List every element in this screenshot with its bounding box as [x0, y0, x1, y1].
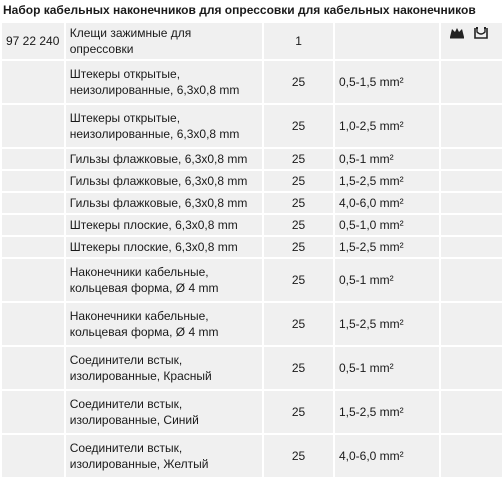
empty-cell [441, 61, 502, 103]
item-name: Штекеры плоские, 6,3х0,8 mm [66, 215, 262, 235]
empty-cell [441, 303, 502, 345]
article-number [2, 149, 64, 169]
article-number [2, 215, 64, 235]
empty-cell [441, 171, 502, 191]
article-number [2, 237, 64, 257]
article-number [2, 171, 64, 191]
item-name: Клещи зажимные для опрессовки [66, 23, 262, 59]
item-quantity: 25 [264, 61, 333, 103]
table-row [2, 259, 502, 301]
table-row [2, 237, 502, 257]
item-quantity: 25 [264, 303, 333, 345]
table-row [2, 347, 502, 389]
empty-cell [441, 237, 502, 257]
item-quantity: 25 [264, 215, 333, 235]
item-name: Наконечники кабельные, кольцевая форма, Ø 4 mm [66, 303, 262, 345]
page-title: Набор кабельных наконечников для опрессовки для кабельных наконечников [3, 3, 476, 17]
empty-cell [441, 347, 502, 389]
table-row [2, 303, 502, 345]
empty-cell [441, 435, 502, 477]
article-number [2, 303, 64, 345]
item-name: Наконечники кабельные, кольцевая форма, Ø 4 mm [66, 259, 262, 301]
item-name: Гильзы флажковые, 6,3х0,8 mm [66, 171, 262, 191]
item-quantity: 1 [264, 23, 333, 59]
wire-range: 0,5-1,0 mm² [335, 215, 439, 235]
cup-profile-icon [473, 26, 489, 39]
article-number [2, 105, 64, 147]
item-name: Гильзы флажковые, 6,3х0,8 mm [66, 193, 262, 213]
article-number [2, 61, 64, 103]
item-name: Соединители встык, изолированные, Красный [66, 347, 262, 389]
wire-range: 4,0-6,0 mm² [335, 435, 439, 477]
table-row [2, 149, 502, 169]
item-quantity: 25 [264, 105, 333, 147]
table-row [2, 391, 502, 433]
wire-range [335, 23, 439, 59]
table-row [2, 435, 502, 477]
article-number [2, 435, 64, 477]
wire-range: 4,0-6,0 mm² [335, 193, 439, 213]
spec-table [0, 21, 504, 479]
item-name: Соединители встык, изолированные, Синий [66, 391, 262, 433]
profile-icons-cell [441, 23, 502, 59]
empty-cell [441, 149, 502, 169]
item-name: Штекеры плоские, 6,3х0,8 mm [66, 237, 262, 257]
table-row [2, 171, 502, 191]
item-name: Соединители встык, изолированные, Желтый [66, 435, 262, 477]
item-quantity: 25 [264, 435, 333, 477]
item-name: Штекеры открытые, неизолированные, 6,3х0,8 mm [66, 105, 262, 147]
article-number [2, 347, 64, 389]
item-quantity: 25 [264, 193, 333, 213]
empty-cell [441, 215, 502, 235]
table-row [2, 61, 502, 103]
article-number: 97 22 240 [2, 23, 64, 59]
item-name: Штекеры открытые, неизолированные, 6,3х0,8 mm [66, 61, 262, 103]
wire-range: 1,5-2,5 mm² [335, 171, 439, 191]
wire-range: 1,5-2,5 mm² [335, 391, 439, 433]
empty-cell [441, 105, 502, 147]
empty-cell [441, 259, 502, 301]
article-number [2, 391, 64, 433]
wire-range: 0,5-1 mm² [335, 347, 439, 389]
wire-range: 1,0-2,5 mm² [335, 105, 439, 147]
item-quantity: 25 [264, 237, 333, 257]
wire-range: 1,5-2,5 mm² [335, 237, 439, 257]
empty-cell [441, 193, 502, 213]
article-number [2, 259, 64, 301]
empty-cell [441, 391, 502, 433]
table-row [2, 193, 502, 213]
item-quantity: 25 [264, 391, 333, 433]
item-quantity: 25 [264, 259, 333, 301]
item-name: Гильзы флажковые, 6,3х0,8 mm [66, 149, 262, 169]
table-row [2, 23, 502, 59]
wire-range: 1,5-2,5 mm² [335, 303, 439, 345]
wire-range: 0,5-1,5 mm² [335, 61, 439, 103]
crimp-profile-icon [449, 26, 465, 39]
wire-range: 0,5-1 mm² [335, 259, 439, 301]
table-row [2, 105, 502, 147]
item-quantity: 25 [264, 149, 333, 169]
table-row [2, 215, 502, 235]
article-number [2, 193, 64, 213]
wire-range: 0,5-1 mm² [335, 149, 439, 169]
item-quantity: 25 [264, 347, 333, 389]
item-quantity: 25 [264, 171, 333, 191]
